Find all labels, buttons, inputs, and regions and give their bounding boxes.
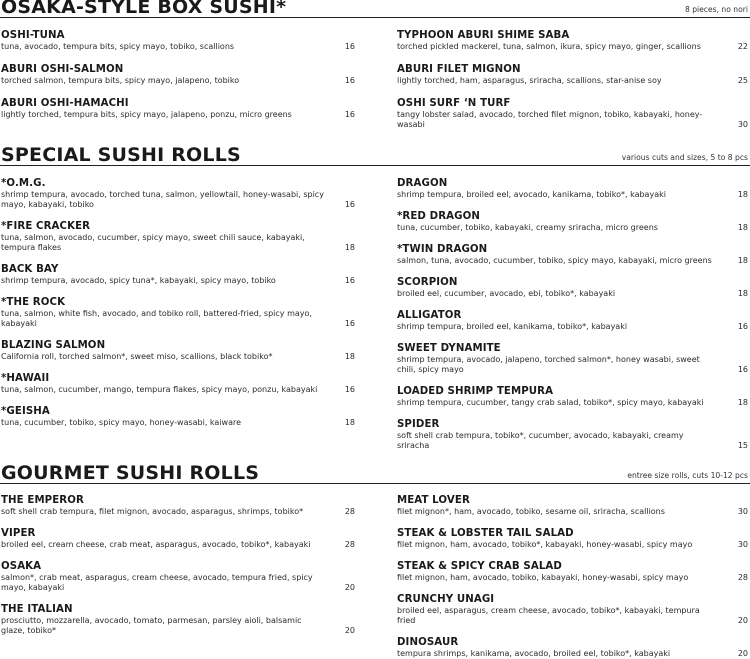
right-column	[397, 30, 748, 130]
section-note: various cuts and sizes, 5 to 8 pcs	[621, 153, 748, 162]
menu-item-name: OSHI SURF ‘N TURF	[397, 98, 511, 109]
menu-item-price: 20	[737, 616, 748, 625]
left-column	[1, 30, 355, 120]
menu-item	[397, 277, 748, 299]
menu-item-name: SWEET DYNAMITE	[397, 343, 501, 354]
menu-item	[1, 340, 355, 362]
menu-item	[1, 30, 355, 52]
menu-item-description: tuna, salmon, avocado, cucumber, spicy mayo, sweet chili sauce, kabayaki, tempura flakes	[1, 233, 305, 252]
menu-item-price: 20	[344, 583, 355, 592]
left-column	[1, 495, 355, 636]
menu-item-name: *HAWAII	[1, 373, 50, 384]
menu-item-name: *O.M.G.	[1, 178, 46, 189]
menu-item-name: ABURI OSHI-HAMACHI	[1, 98, 129, 109]
menu-item-price: 16	[344, 276, 355, 285]
menu-item-name: THE ITALIAN	[1, 604, 73, 615]
menu-item-price: 18	[737, 289, 748, 298]
menu-item-name: CRUNCHY UNAGI	[397, 594, 495, 605]
menu-item-description: salmon, tuna, avocado, cucumber, tobiko, spicy mayo, kabayaki, micro greens	[397, 256, 712, 265]
menu-item	[1, 373, 355, 395]
menu-item-description: shrimp tempura, broiled eel, avocado, kanikama, tobiko*, kabayaki	[397, 190, 666, 199]
right-column	[397, 495, 748, 659]
menu-item-price: 18	[737, 190, 748, 199]
menu-item	[1, 528, 355, 550]
menu-item-description: torched pickled mackerel, tuna, salmon, ikura, spicy mayo, ginger, scallions	[397, 42, 701, 51]
menu-item-price: 28	[344, 540, 355, 549]
menu-item	[1, 406, 355, 428]
menu-item-name: *THE ROCK	[1, 297, 66, 308]
menu-item-price: 30	[737, 540, 748, 549]
section-title: OSAKA-STYLE BOX SUSHI*	[1, 0, 287, 18]
section-special-rolls	[0, 142, 750, 450]
menu-item-name: *GEISHA	[1, 406, 50, 417]
menu-item	[1, 221, 355, 253]
menu-item	[1, 264, 355, 286]
menu-item-description: tempura shrimps, kanikama, avocado, broiled eel, tobiko*, kabayaki	[397, 649, 671, 658]
right-column	[397, 178, 748, 451]
menu-item	[1, 297, 355, 329]
menu-item	[397, 211, 748, 233]
section-header	[0, 460, 750, 484]
menu-item	[397, 495, 748, 517]
section-gourmet-rolls	[0, 460, 750, 658]
menu-item-description: soft shell crab tempura, tobiko*, cucumber, avocado, kabayaki, creamy sriracha	[397, 431, 684, 450]
menu-item	[397, 98, 748, 130]
menu-item-description: filet mignon*, ham, avocado, tobiko, sesame oil, sriracha, scallions	[397, 507, 665, 516]
section-title: GOURMET SUSHI ROLLS	[1, 462, 260, 484]
menu-item-price: 16	[737, 322, 748, 331]
menu-item-description: broiled eel, cucumber, avocado, ebi, tobiko*, kabayaki	[397, 289, 616, 298]
menu-item-name: ABURI OSHI-SALMON	[1, 64, 124, 75]
menu-item-name: LOADED SHRIMP TEMPURA	[397, 386, 554, 397]
menu-item	[397, 178, 748, 200]
menu-item-price: 25	[737, 76, 748, 85]
menu-item-name: BACK BAY	[1, 264, 59, 275]
menu-item-name: STEAK & SPICY CRAB SALAD	[397, 561, 562, 572]
menu-item-name: MEAT LOVER	[397, 495, 470, 506]
menu-item-description: tuna, avocado, tempura bits, spicy mayo, tobiko, scallions	[1, 42, 235, 51]
menu-item-price: 16	[737, 365, 748, 374]
menu-item-price: 20	[737, 649, 748, 658]
menu-item-price: 16	[344, 385, 355, 394]
menu-item-price: 18	[737, 223, 748, 232]
menu-item	[397, 64, 748, 86]
menu-item	[397, 561, 748, 583]
menu-item-price: 28	[737, 573, 748, 582]
menu-item-price: 18	[344, 418, 355, 427]
menu-item-price: 16	[344, 200, 355, 209]
menu-item-description: salmon*, crab meat, asparagus, cream cheese, avocado, tempura fried, spicy mayo, kabayaki	[1, 573, 313, 592]
menu-item-name: DINOSAUR	[397, 637, 459, 648]
menu-item-description: tuna, cucumber, tobiko, kabayaki, creamy sriracha, micro greens	[397, 223, 658, 232]
menu-item-description: California roll, torched salmon*, sweet miso, scallions, black tobiko*	[1, 352, 273, 361]
menu-item	[397, 419, 748, 451]
menu-item	[397, 594, 748, 626]
menu-item	[397, 386, 748, 408]
menu-item	[1, 604, 355, 636]
section-note: 8 pieces, no nori	[684, 5, 748, 14]
menu-item-description: broiled eel, asparagus, cream cheese, avocado, tobiko*, kabayaki, tempura fried	[397, 606, 700, 625]
menu-item-name: OSAKA	[1, 561, 42, 572]
menu-item-description: shrimp tempura, cucumber, tangy crab salad, tobiko*, spicy mayo, kabayaki	[397, 398, 704, 407]
menu-item-name: THE EMPEROR	[1, 495, 84, 506]
menu-item-price: 16	[344, 76, 355, 85]
menu-item-price: 16	[344, 42, 355, 51]
menu-item-name: *TWIN DRAGON	[397, 244, 488, 255]
menu-item-price: 30	[737, 120, 748, 129]
menu-item-price: 16	[344, 110, 355, 119]
menu-item	[397, 310, 748, 332]
menu-item	[397, 637, 748, 659]
menu-item-price: 18	[344, 243, 355, 252]
menu-item-description: shrimp tempura, avocado, spicy tuna*, kabayaki, spicy mayo, tobiko	[1, 276, 276, 285]
menu-item-name: DRAGON	[397, 178, 448, 189]
menu-item-name: SCORPION	[397, 277, 458, 288]
menu-item-name: ALLIGATOR	[397, 310, 462, 321]
menu-item-name: TYPHOON ABURI SHIME SABA	[397, 30, 570, 41]
menu-item	[397, 528, 748, 550]
menu-item-description: broiled eel, cream cheese, crab meat, asparagus, avocado, tobiko*, kabayaki	[1, 540, 311, 549]
menu-item	[397, 343, 748, 375]
menu-item-description: filet mignon, ham, avocado, tobiko, kabayaki, honey-wasabi, spicy mayo	[397, 573, 689, 582]
menu-item-description: shrimp tempura, avocado, torched tuna, salmon, yellowtail, honey-wasabi, spicy mayo, kabayaki, tobiko	[1, 190, 324, 209]
menu-item	[1, 178, 355, 210]
section-note: entree size rolls, cuts 10-12 pcs	[627, 471, 748, 480]
menu-item-price: 18	[737, 256, 748, 265]
section-title: SPECIAL SUSHI ROLLS	[1, 144, 241, 166]
menu-item-price: 15	[737, 441, 748, 450]
menu-item-description: lightly torched, ham, asparagus, sriracha, scallions, star-anise soy	[397, 76, 662, 85]
menu-item-description: torched salmon, tempura bits, spicy mayo, jalapeno, tobiko	[1, 76, 240, 85]
menu-item	[1, 495, 355, 517]
menu-item	[1, 561, 355, 593]
section-header	[0, 0, 750, 18]
menu-item-description: soft shell crab tempura, filet mignon, avocado, asparagus, shrimps, tobiko*	[1, 507, 304, 516]
menu-item	[397, 244, 748, 266]
menu-item-name: BLAZING SALMON	[1, 340, 106, 351]
menu-item-name: VIPER	[1, 528, 36, 539]
menu-item-name: OSHI-TUNA	[1, 30, 65, 41]
menu-item	[1, 98, 355, 120]
menu-item-description: shrimp tempura, avocado, jalapeno, torched salmon*, honey wasabi, sweet chili, spicy mayo	[397, 355, 700, 374]
menu-item-price: 28	[344, 507, 355, 516]
menu-item-price: 30	[737, 507, 748, 516]
menu-item-description: tuna, salmon, cucumber, mango, tempura flakes, spicy mayo, ponzu, kabayaki	[1, 385, 318, 394]
menu-item-name: ABURI FILET MIGNON	[397, 64, 521, 75]
menu-item-description: shrimp tempura, broiled eel, kanikama, tobiko*, kabayaki	[397, 322, 628, 331]
menu-item-description: filet mignon, ham, avocado, tobiko*, kabayaki, honey-wasabi, spicy mayo	[397, 540, 693, 549]
menu-item	[1, 64, 355, 86]
menu-item-name: *RED DRAGON	[397, 211, 480, 222]
menu-item-name: *FIRE CRACKER	[1, 221, 91, 232]
menu-item-price: 20	[344, 626, 355, 635]
menu-item-name: SPIDER	[397, 419, 440, 430]
menu-item-description: prosciutto, mozzarella, avocado, tomato, parmesan, parsley aioli, balsamic glaze, tobiko*	[1, 616, 302, 635]
section-header	[0, 142, 750, 166]
section-box-sushi	[0, 0, 750, 129]
menu-item-description: lightly torched, tempura bits, spicy mayo, jalapeno, ponzu, micro greens	[1, 110, 292, 119]
menu-item-price: 22	[737, 42, 748, 51]
menu-item-description: tuna, cucumber, tobiko, spicy mayo, honey-wasabi, kaiware	[1, 418, 242, 427]
menu-item	[397, 30, 748, 52]
menu-item-description: tuna, salmon, white fish, avocado, and tobiko roll, battered-fried, spicy mayo, kabayaki	[1, 309, 312, 328]
menu-item-description: tangy lobster salad, avocado, torched filet mignon, tobiko, kabayaki, honey-wasabi	[397, 110, 703, 129]
menu-item-name: STEAK & LOBSTER TAIL SALAD	[397, 528, 574, 539]
menu-item-price: 16	[344, 319, 355, 328]
menu-item-price: 18	[344, 352, 355, 361]
menu-item-price: 18	[737, 398, 748, 407]
left-column	[1, 178, 355, 428]
